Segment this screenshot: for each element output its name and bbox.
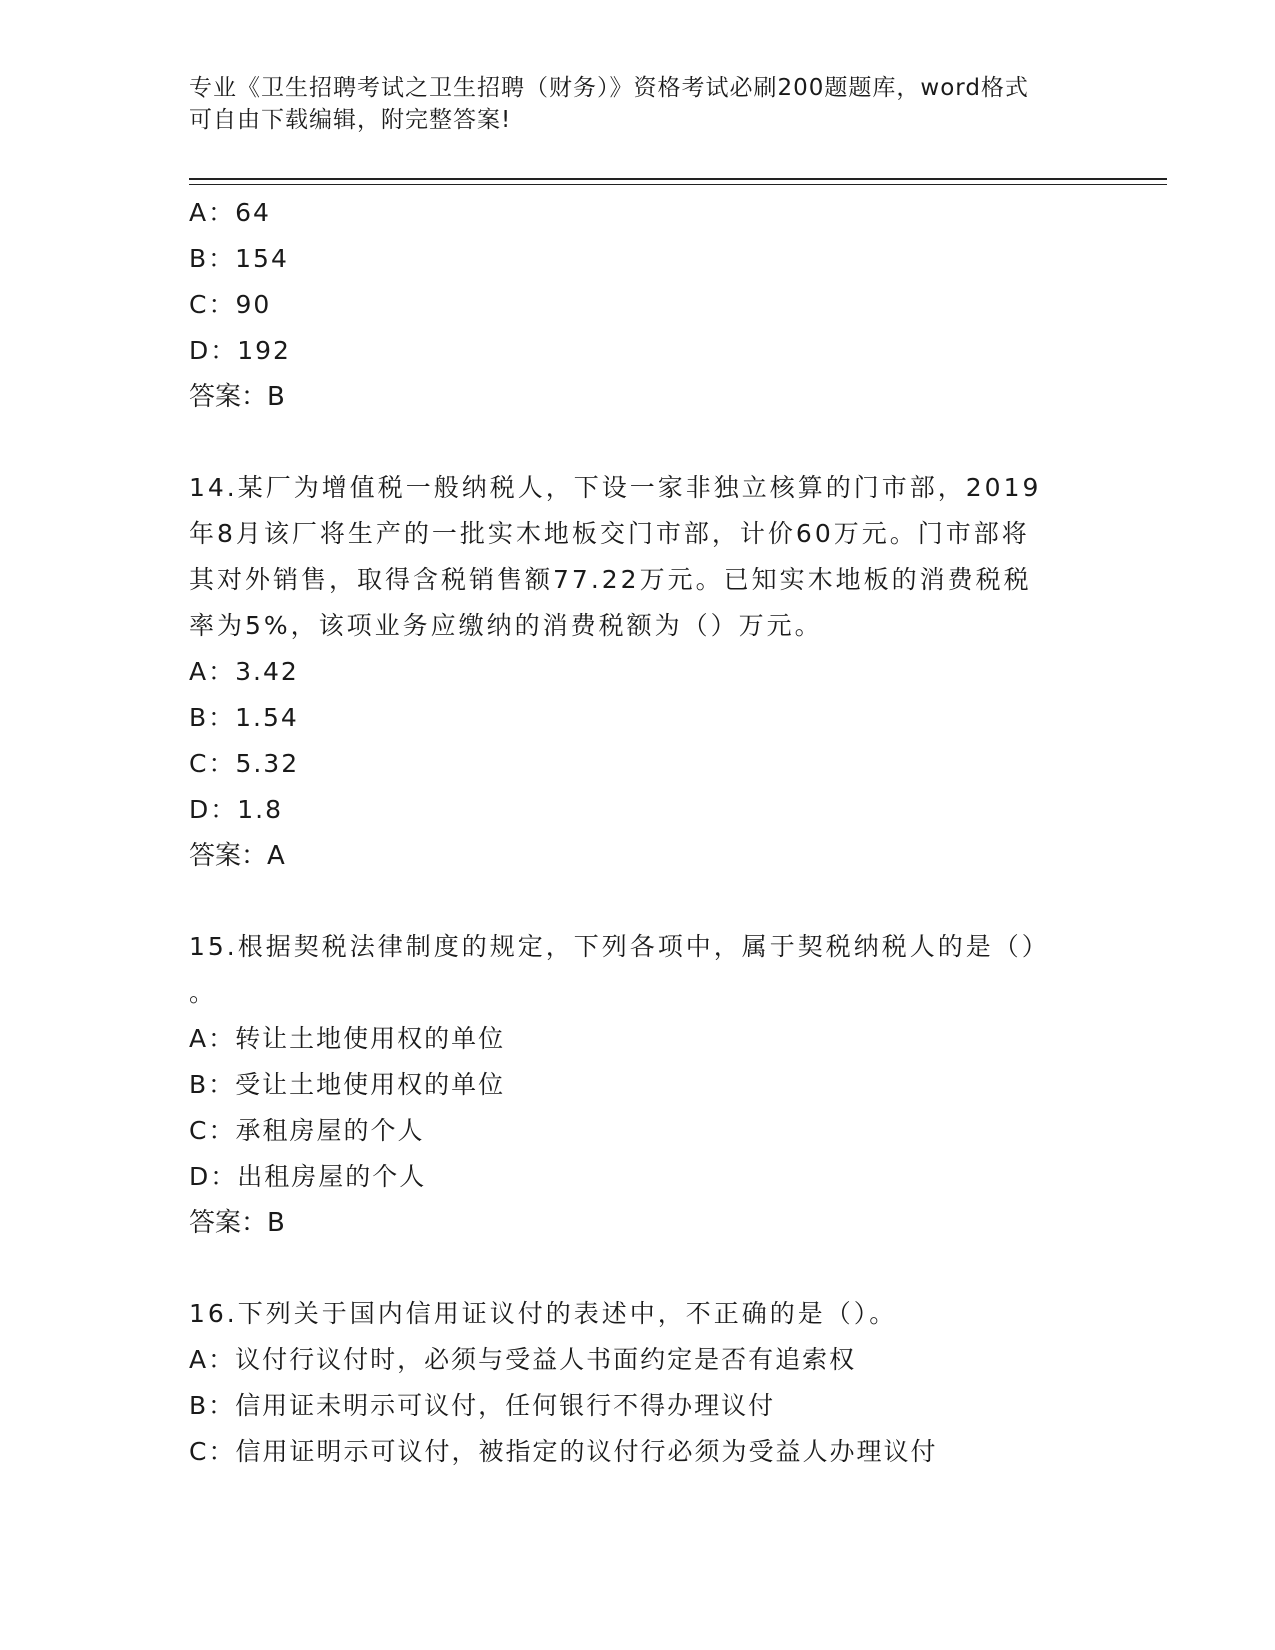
stem-line: 其对外销售，取得含税销售额77.22万元。已知实木地板的消费税税 [189,565,1032,594]
header-line-1: 专业《卫生招聘考试之卫生招聘（财务）》资格考试必刷200题题库，word格式 [189,75,1029,101]
option-c: C：90 [189,290,272,319]
option-b: B：1.54 [189,703,299,732]
option-c: C：承租房屋的个人 [189,1116,425,1145]
question-14 [189,465,1089,879]
option-a: A：转让土地使用权的单位 [189,1024,506,1053]
answer-line: 答案：B [189,1208,285,1238]
option-c: C：5.32 [189,749,300,778]
option-b: B：信用证未明示可议付，任何银行不得办理议付 [189,1391,776,1420]
document-header [189,72,1089,136]
option-c: C：信用证明示可议付，被指定的议付行必须为受益人办理议付 [189,1437,938,1466]
option-d: D：192 [189,336,291,365]
option-d: D：出租房屋的个人 [189,1162,427,1191]
stem-line: 15.根据契税法律制度的规定，下列各项中，属于契税纳税人的是（） [189,932,1050,961]
question-15 [189,924,1089,1246]
stem-line: 年8月该厂将生产的一批实木地板交门市部，计价60万元。门市部将 [189,519,1030,548]
answer-line: 答案：A [189,841,285,871]
header-rule-thick [189,178,1167,180]
question-stem [189,1291,1089,1337]
option-a: A：议付行议付时，必须与受益人书面约定是否有追索权 [189,1345,857,1374]
question-stem [189,465,1089,649]
option-b: B：受让土地使用权的单位 [189,1070,506,1099]
option-d: D：1.8 [189,795,284,824]
question-content [189,190,1089,1475]
question-13 [189,190,1089,420]
stem-line: 16.下列关于国内信用证议付的表述中，不正确的是（）。 [189,1299,898,1328]
answer-line: 答案：B [189,382,285,412]
option-a: A：64 [189,198,271,227]
stem-line: 14.某厂为增值税一般纳税人，下设一家非独立核算的门市部，2019 [189,473,1042,502]
header-rule-thin [189,184,1167,185]
stem-line: 率为5%，该项业务应缴纳的消费税额为（）万元。 [189,611,823,640]
option-a: A：3.42 [189,657,299,686]
header-line-2: 可自由下载编辑，附完整答案! [189,107,512,133]
stem-line: 。 [189,978,218,1007]
question-stem [189,924,1089,1016]
option-b: B：154 [189,244,289,273]
question-16 [189,1291,1089,1475]
